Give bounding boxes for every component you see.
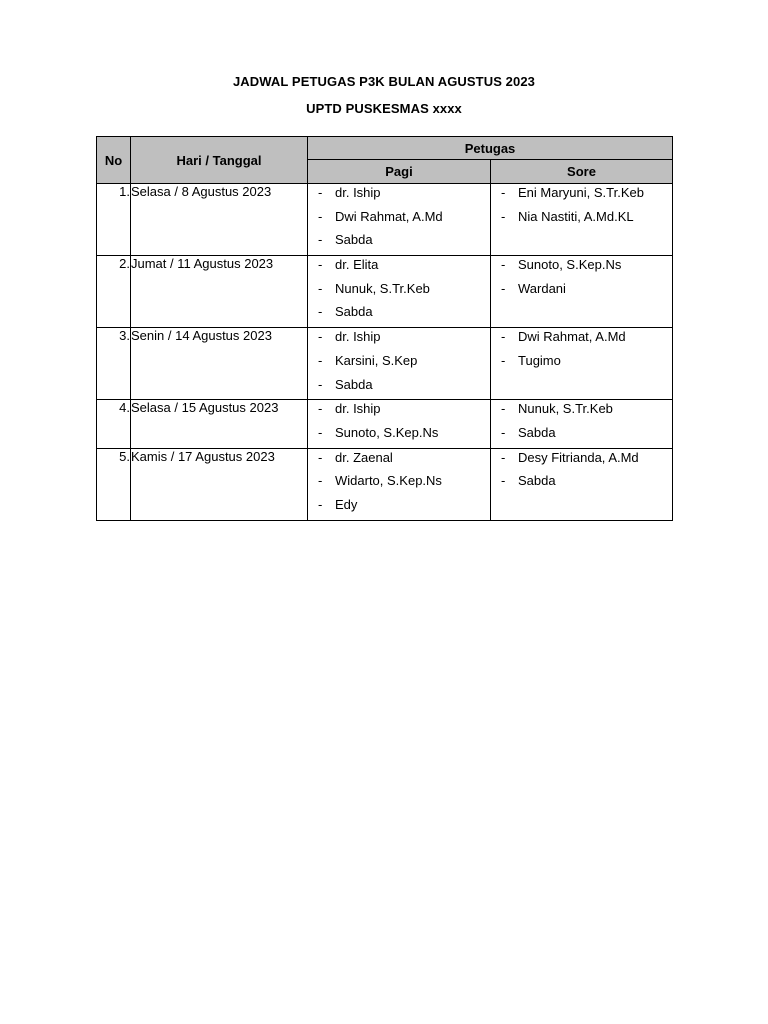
staff-name: dr. Elita	[335, 257, 379, 273]
bullet-dash: -	[318, 496, 323, 512]
staff-name: dr. Zaenal	[335, 449, 393, 465]
column-header-afternoon: Sore	[491, 160, 673, 184]
bullet-dash: -	[501, 280, 506, 296]
row-number: 2.	[97, 256, 131, 328]
bullet-dash: -	[501, 257, 506, 273]
list-item	[491, 400, 672, 424]
bullet-dash: -	[318, 424, 323, 440]
staff-name: Eni Maryuni, S.Tr.Keb	[518, 185, 644, 200]
staff-name: Sabda	[335, 376, 373, 392]
bullet-dash: -	[501, 401, 506, 417]
staff-list	[308, 256, 490, 327]
staff-list	[308, 328, 490, 399]
row-date: Kamis / 17 Agustus 2023	[131, 448, 308, 520]
morning-staff-cell	[308, 448, 491, 520]
staff-list	[491, 184, 672, 231]
staff-name: Wardani	[518, 280, 566, 296]
row-number: 5.	[97, 448, 131, 520]
bullet-dash: -	[501, 424, 506, 440]
list-item	[491, 184, 672, 208]
staff-list	[308, 449, 490, 520]
morning-staff-cell	[308, 256, 491, 328]
list-item	[308, 208, 490, 232]
list-item	[491, 280, 672, 304]
bullet-dash: -	[501, 473, 506, 489]
list-item	[308, 280, 490, 304]
staff-name: Desy Fitrianda, A.Md	[518, 449, 639, 465]
afternoon-staff-cell	[491, 256, 673, 328]
column-header-date: Hari / Tanggal	[131, 137, 308, 184]
document-title: JADWAL PETUGAS P3K BULAN AGUSTUS 2023	[232, 74, 536, 89]
staff-name: Nunuk, S.Tr.Keb	[518, 401, 613, 417]
staff-list	[308, 400, 490, 447]
column-header-morning: Pagi	[308, 160, 491, 184]
staff-name: Sabda	[335, 304, 373, 320]
table-row	[97, 448, 673, 520]
bullet-dash: -	[318, 329, 323, 345]
list-item	[491, 256, 672, 280]
row-date: Selasa / 15 Agustus 2023	[131, 400, 308, 448]
bullet-dash: -	[318, 449, 323, 465]
staff-list	[491, 449, 672, 496]
list-item	[308, 496, 490, 520]
row-date: Senin / 14 Agustus 2023	[131, 328, 308, 400]
list-item	[308, 184, 490, 208]
staff-name: Edy	[335, 496, 358, 512]
table-row	[97, 184, 673, 256]
afternoon-staff-cell	[491, 448, 673, 520]
list-item	[308, 449, 490, 473]
list-item	[308, 256, 490, 280]
list-item	[308, 231, 490, 255]
bullet-dash: -	[501, 352, 506, 368]
staff-name: dr. Iship	[335, 329, 381, 345]
bullet-dash: -	[501, 449, 506, 465]
staff-name: Nunuk, S.Tr.Keb	[335, 280, 430, 296]
row-number: 4.	[97, 400, 131, 448]
staff-list	[491, 400, 672, 447]
staff-name: Dwi Rahmat, A.Md	[518, 329, 626, 345]
table-row	[97, 328, 673, 400]
bullet-dash: -	[501, 185, 506, 200]
staff-list	[308, 184, 490, 255]
list-item	[308, 303, 490, 327]
staff-name: Nia Nastiti, A.Md.KL	[518, 208, 634, 224]
morning-staff-cell	[308, 328, 491, 400]
list-item	[308, 352, 490, 376]
schedule-table	[96, 136, 673, 521]
bullet-dash: -	[318, 304, 323, 320]
morning-staff-cell	[308, 184, 491, 256]
afternoon-staff-cell	[491, 184, 673, 256]
bullet-dash: -	[318, 208, 323, 224]
list-item	[308, 376, 490, 400]
bullet-dash: -	[318, 232, 323, 248]
document-subtitle: UPTD PUSKESMAS xxxx	[306, 101, 462, 116]
list-item	[308, 400, 490, 424]
bullet-dash: -	[318, 257, 323, 273]
column-header-staff: Petugas	[308, 137, 673, 160]
bullet-dash: -	[318, 376, 323, 392]
row-date: Jumat / 11 Agustus 2023	[131, 256, 308, 328]
bullet-dash: -	[501, 329, 506, 345]
bullet-dash: -	[501, 208, 506, 224]
morning-staff-cell	[308, 400, 491, 448]
staff-list	[491, 328, 672, 375]
staff-name: Sunoto, S.Kep.Ns	[518, 257, 622, 273]
row-date: Selasa / 8 Agustus 2023	[131, 184, 308, 256]
list-item	[308, 328, 490, 352]
staff-name: Sunoto, S.Kep.Ns	[335, 424, 439, 440]
list-item	[308, 424, 490, 448]
table-row	[97, 400, 673, 448]
bullet-dash: -	[318, 473, 323, 489]
staff-name: Sabda	[518, 473, 556, 489]
list-item	[491, 424, 672, 448]
staff-name: Sabda	[335, 232, 373, 248]
staff-list	[491, 256, 672, 303]
list-item	[491, 472, 672, 496]
afternoon-staff-cell	[491, 328, 673, 400]
bullet-dash: -	[318, 185, 323, 200]
row-number: 3.	[97, 328, 131, 400]
table-row	[97, 256, 673, 328]
bullet-dash: -	[318, 401, 323, 417]
staff-name: Dwi Rahmat, A.Md	[335, 208, 443, 224]
list-item	[491, 449, 672, 473]
staff-name: Widarto, S.Kep.Ns	[335, 473, 442, 489]
list-item	[491, 208, 672, 232]
list-item	[491, 352, 672, 376]
staff-name: Tugimo	[518, 352, 561, 368]
column-header-no: No	[97, 137, 131, 184]
row-number: 1.	[97, 184, 131, 256]
bullet-dash: -	[318, 280, 323, 296]
staff-name: Karsini, S.Kep	[335, 352, 418, 368]
bullet-dash: -	[318, 352, 323, 368]
list-item	[308, 472, 490, 496]
staff-name: dr. Iship	[335, 401, 381, 417]
list-item	[491, 328, 672, 352]
afternoon-staff-cell	[491, 400, 673, 448]
staff-name: dr. Iship	[335, 185, 381, 200]
schedule-body	[97, 184, 673, 521]
staff-name: Sabda	[518, 424, 556, 440]
